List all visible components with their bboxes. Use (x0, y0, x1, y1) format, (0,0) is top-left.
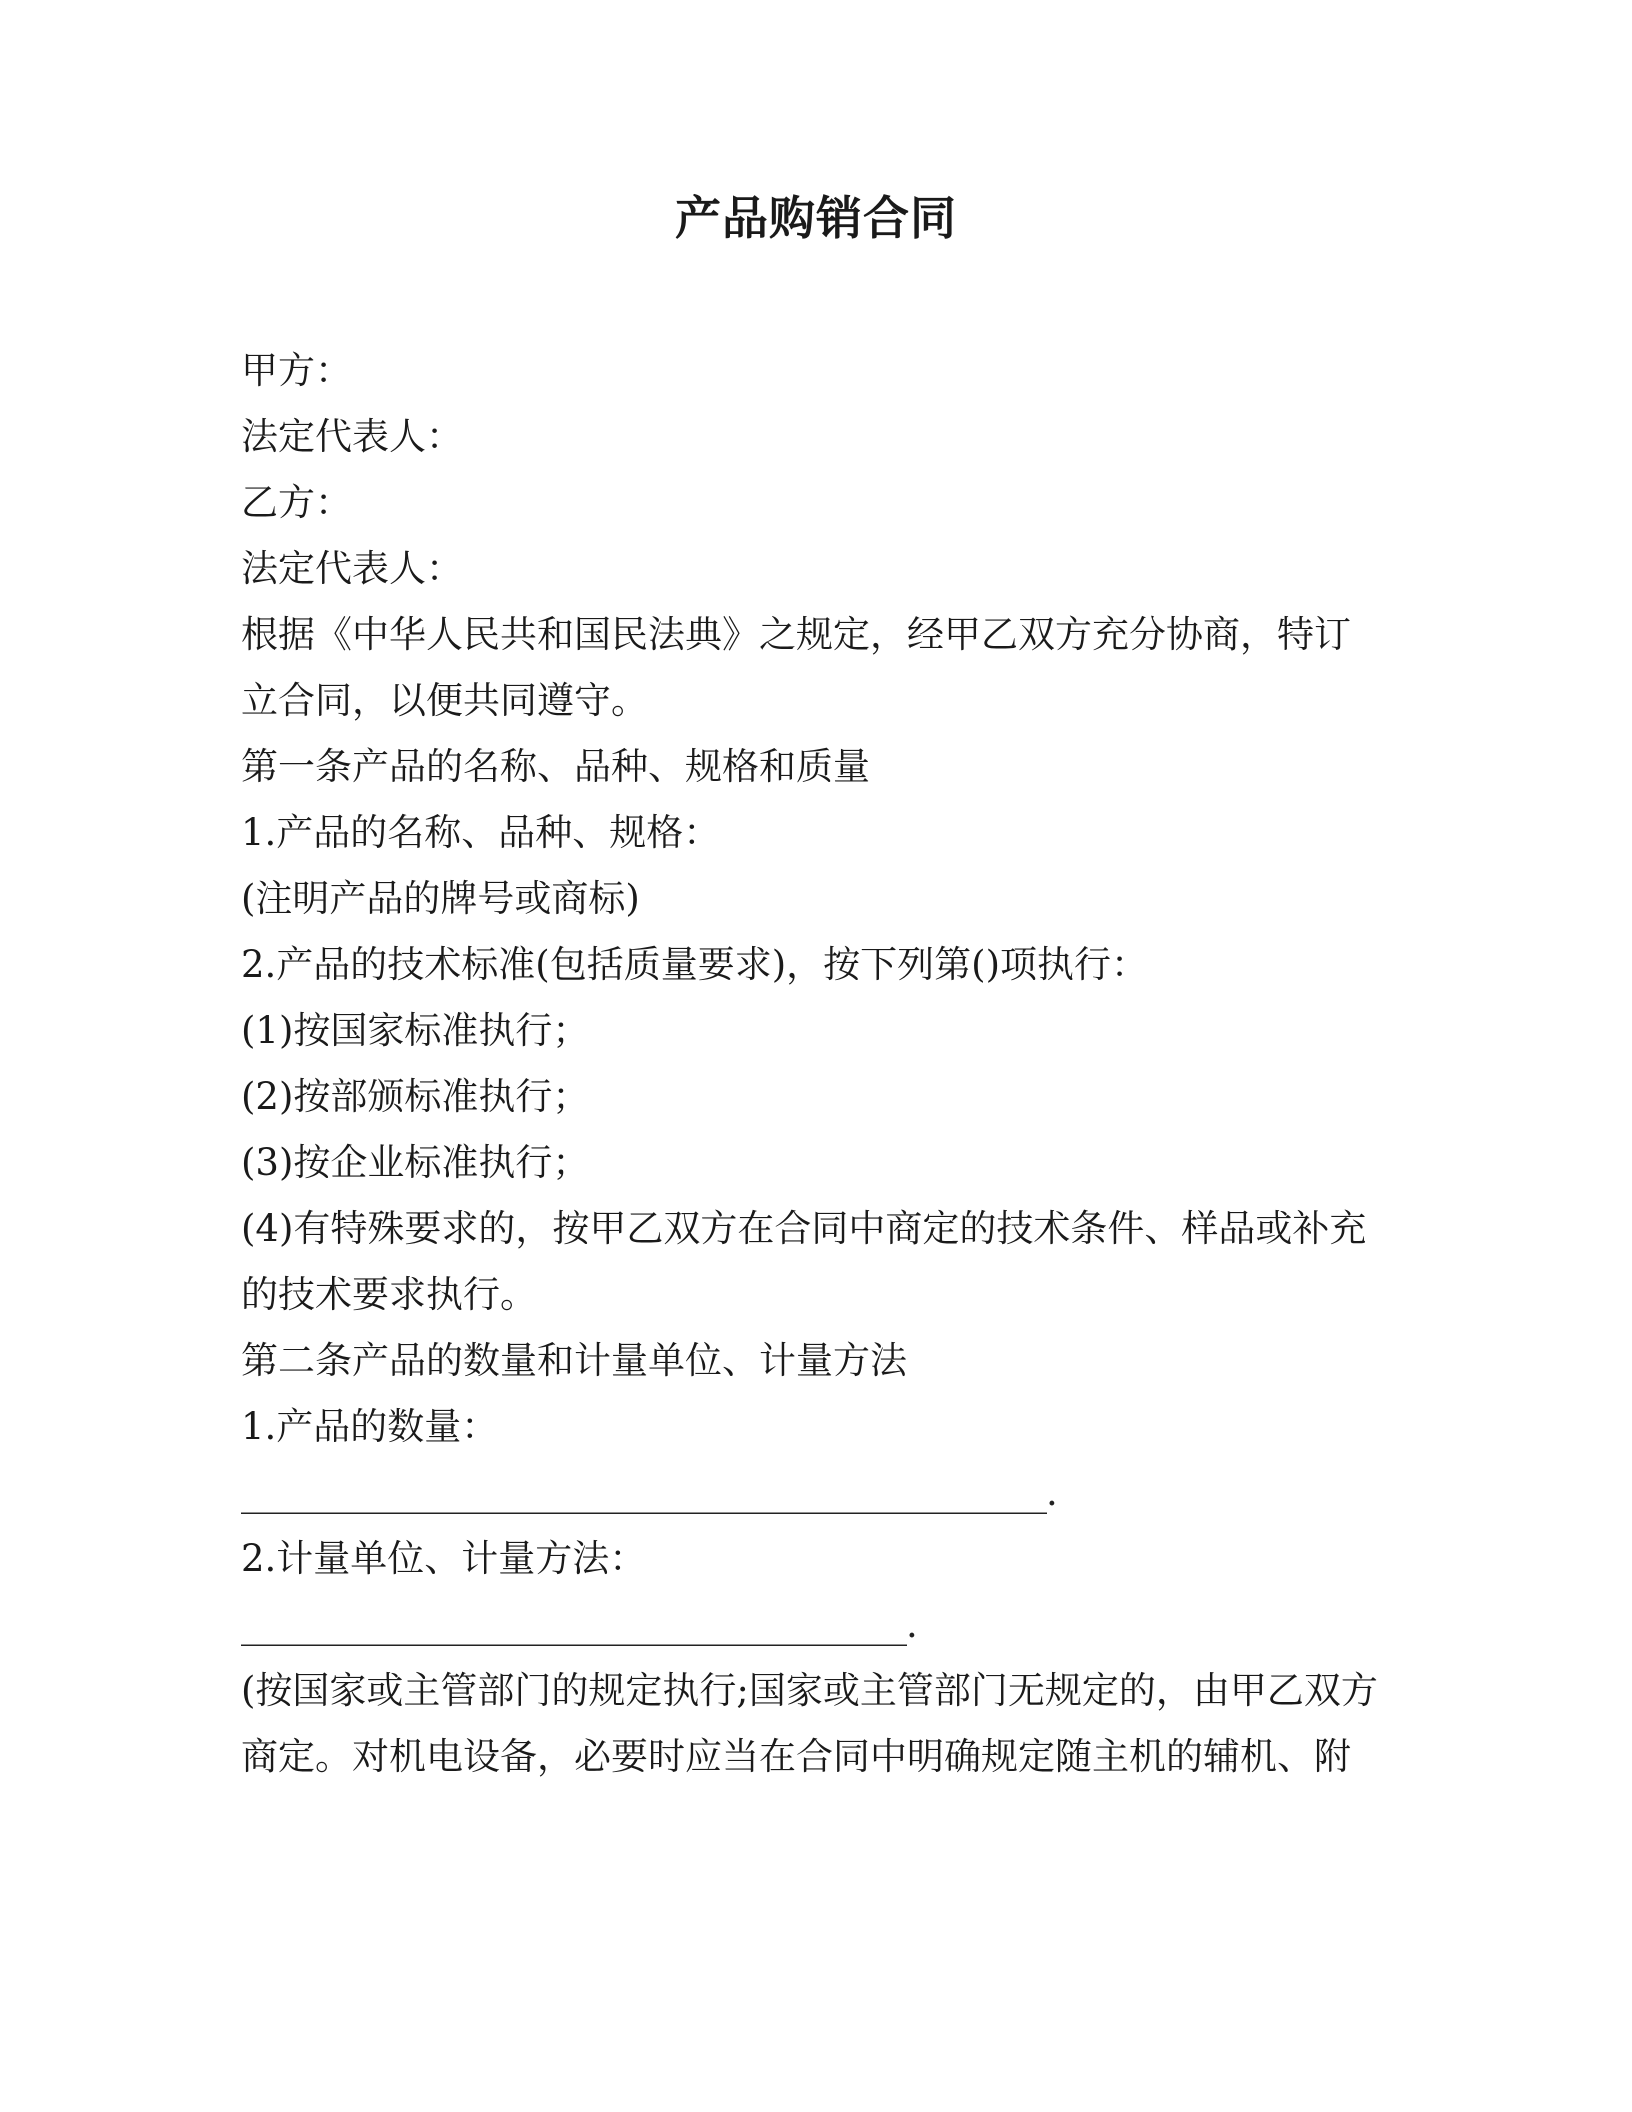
article-2-note-line-2: 商定。对机电设备，必要时应当在合同中明确规定随主机的辅机、附 (241, 1735, 1351, 1778)
article-2-note-line-1: (按国家或主管部门的规定执行;国家或主管部门无规定的，由甲乙双方 (241, 1669, 1378, 1712)
article-2-heading: 第二条产品的数量和计量单位、计量方法 (241, 1339, 907, 1382)
party-b-representative-line: 法定代表人： (241, 547, 463, 590)
quantity-blank-line: ______________________________________________. (241, 1471, 1057, 1514)
article-1-item-2: 2.产品的技术标准(包括质量要求)，按下列第()项执行： (241, 943, 1149, 986)
article-1-option-1: (1)按国家标准执行； (241, 1009, 590, 1052)
preamble-line-2: 立合同，以便共同遵守。 (241, 679, 648, 722)
article-2-item-1: 1.产品的数量： (241, 1405, 499, 1448)
party-a-line: 甲方： (241, 349, 352, 392)
article-2-item-2: 2.计量单位、计量方法： (241, 1537, 647, 1580)
article-1-heading: 第一条产品的名称、品种、规格和质量 (241, 745, 870, 788)
article-1-option-2: (2)按部颁标准执行； (241, 1075, 590, 1118)
party-a-representative-line: 法定代表人： (241, 415, 463, 458)
unit-method-blank-line: ______________________________________. (241, 1603, 917, 1646)
preamble-line-1: 根据《中华人民共和国民法典》之规定，经甲乙双方充分协商，特订 (241, 613, 1351, 656)
article-1-option-4-line-2: 的技术要求执行。 (241, 1273, 537, 1316)
document-title: 产品购销合同 (675, 191, 957, 245)
document-body (241, 338, 1391, 1790)
article-1-item-1-note: (注明产品的牌号或商标) (241, 877, 640, 920)
article-1-item-1: 1.产品的名称、品种、规格： (241, 811, 721, 854)
party-b-line: 乙方： (241, 481, 352, 524)
article-1-option-3: (3)按企业标准执行； (241, 1141, 590, 1184)
article-1-option-4-line-1: (4)有特殊要求的，按甲乙双方在合同中商定的技术条件、样品或补充 (241, 1207, 1367, 1250)
